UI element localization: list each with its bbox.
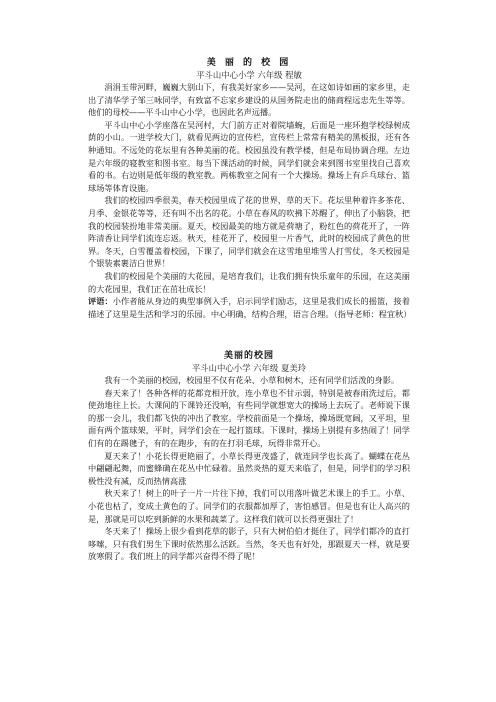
essay-2-paragraph: 春天来了！各种各样的花都竞相开放，连小草也不甘示弱，特别是被春雨洗过后，都使劲地往上长。大课间的下课铃还没响，有些同学就想宽大的操场上去玩了。老师说下课的那一会儿，我们都飞快的冲出了教室。学校前面是一个操场，操场既宽阔，又平坦，里面有两个篮球架，平时，同学们会在一起打篮球。下课时，操场上别提有多热闹了！同学们有的在踢毽子，有的在跑步，有的在打羽毛球，玩得非常开心。 (88, 387, 410, 448)
essay-2-byline: 平斗山中心小学 六年级 夏美玲 (191, 363, 307, 373)
essay-1-paragraph: 我们的校园是个美丽的大花园，是培育我们，让我们拥有快乐童年的乐园，在这美丽的大花园里，我们正在茁壮成长！ (88, 270, 410, 294)
essay-2 (88, 350, 410, 563)
essay-2-paragraph: 秋天来了！树上的叶子一片一片往下掉，我们可以用落叶做艺术课上的手工。小草、小花也枯了，变成土黄色的了。同学们的衣服都加厚了，害怕感冒。但是也有让人高兴的是，那就是可以吃到新鲜的水果和蔬菜了。这样我们就可以长得更强壮了！ (88, 488, 410, 524)
essay-1-title: 美 丽 的 校 园 (206, 58, 292, 68)
essay-2-paragraph: 我有一个美丽的校园，校园里不仅有花朵、小草和树木，还有同学们活泼的身影。 (104, 375, 400, 385)
essay-1-paragraph: 平斗山中心小学座落在吴河村，大门前方正对着院墙蜿，后面是一座环抱学校绿树成荫的小山。一进学校大门，就看见两边的宣传栏，宣传栏上常常有精美的黑板报，还有各种通知。不远处的花坛里有各种美丽的花。校园虽没有教学楼，但是布局协调合理。左边是六年级的寝教室和图书室。每当下课活动的时候，同学们就会来到图书室里找自己喜欢看的书。右边则是低年级的教室教。两栋教室之间有一个大操场。操场上有乒乓球台、篮球场等体育设施。 (88, 119, 410, 193)
comment-text: 小作者能从身边的典型事例入手，启示同学们励志，这里是我们成长的摇篮，接着描述了这里是生活和学习的乐园。中心明确，结构合理，语言合理。（指导老师：程宜秋） (88, 296, 412, 319)
essay-2-paragraph: 冬天来了！操场上很少看到花草的影子，只有大树伯伯才挺住了，同学们都冷的直打哆嗦，只有我们男生下课时依然那么活跃。当然，冬天也有好处，那跟夏天一样，就是要放寒假了。我们班上的同学都兴奋得不得了呢！ (88, 526, 410, 562)
essay-2-paragraph: 夏天来了！小花长得更艳丽了，小草长得更茂盛了，就连同学也长高了。蝴蝶在花丛中翩翩起舞，而蜜蜂确在花丛中忙碌着。虽然炎热的夏天来临了，但是，同学们的学习积极性没有减，反而热情高涨 (88, 450, 410, 486)
comment-label: 评语： (88, 296, 113, 307)
essay-1 (88, 57, 410, 320)
essay-1-byline: 平斗山中心小学 六年级 程敏 (196, 70, 302, 80)
essay-1-paragraph: 我们的校园四季很美，春天校园里成了花的世界，草的天下。花坛里种着许多茶花、月季、金银花等等，还有叫不出名的花。小草在春风的吹拂下苏醒了，伸出了小脑袋，把我的校园装扮地非常美丽。夏天，校园最美的地方就是荷塘了，粉红色的荷花开了，一阵阵清香让同学们流连忘返。秋天，桂花开了，校园里一片香气，此时的校园成了黄色的世界。冬天，白雪覆盖着校园，下课了，同学们就会在这雪地里堆雪人打雪仗，冬天校园是个银装素裹洁白世界！ (88, 195, 410, 269)
essay-1-paragraph: 涓涓玉带河畔，巍巍大别山下，有我美好家乡——吴河，在这如诗如画的家乡里，走出了清华学子邹三咏同学，有致富不忘家乡建设的从国务院走出的储商程远忠先生等等。他们的母校——平斗山中心小学，也因此名声远播。 (88, 82, 410, 118)
essay-2-title: 美丽的校园 (223, 351, 274, 361)
teacher-comment (88, 295, 410, 320)
